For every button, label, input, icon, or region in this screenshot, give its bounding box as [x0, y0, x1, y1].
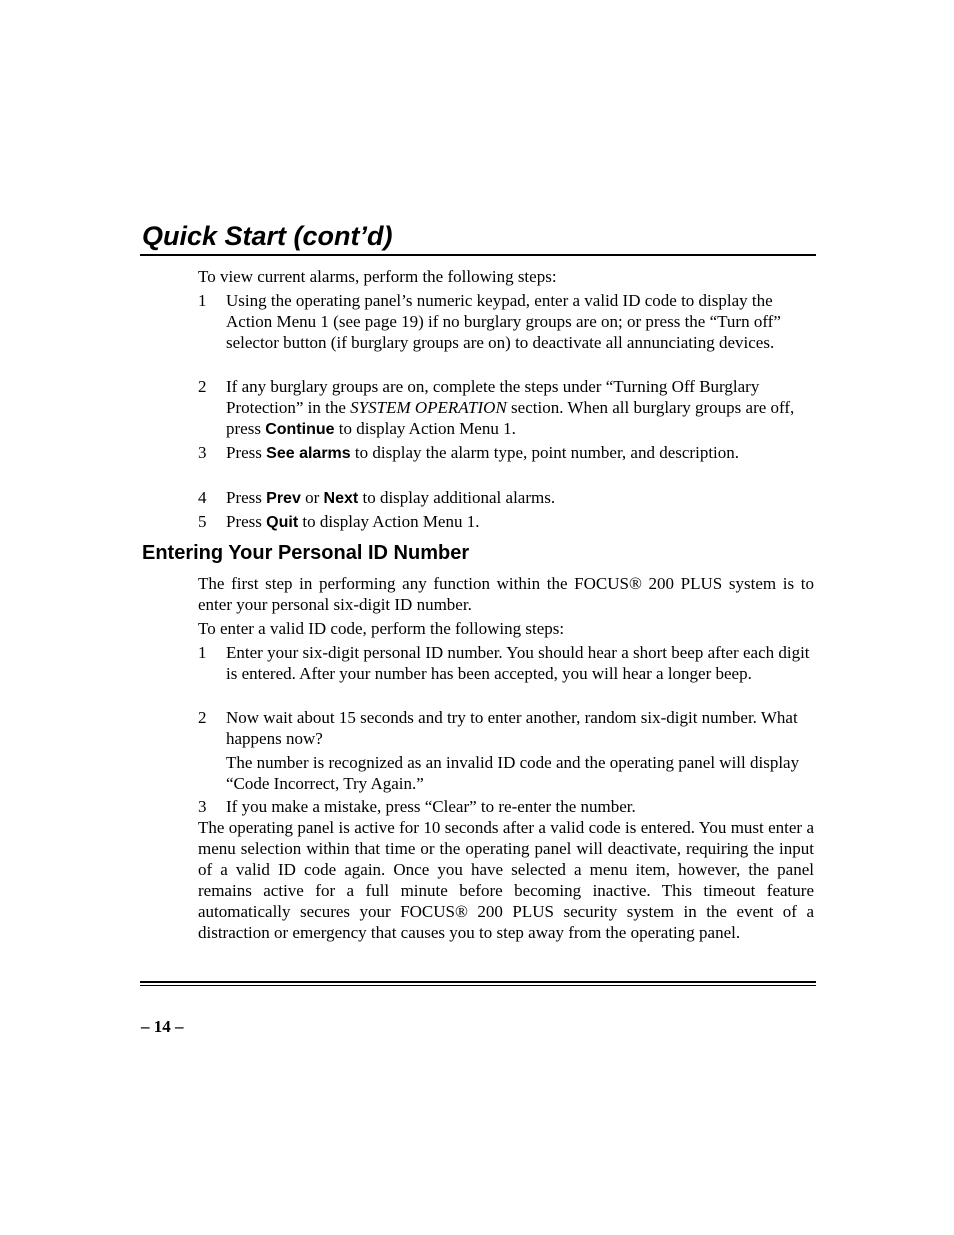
step-number: 1 — [198, 291, 207, 310]
footer-rule — [140, 985, 816, 986]
step-text-before: Press — [226, 488, 267, 507]
step-followup-text: The number is recognized as an invalid ID code and the operating panel will display “Code Incorrect, Try Again.” — [226, 753, 800, 793]
key-label: See alarms — [266, 445, 351, 462]
step-text-after: to display the alarm type, point number, and description. — [350, 443, 740, 462]
key-label: Next — [323, 490, 359, 507]
step-text-before: Press — [226, 443, 267, 462]
footer-rule — [140, 981, 816, 983]
id-step-3 — [198, 796, 814, 817]
id-intro-paragraph: The first step in performing any function within the FOCUS® 200 PLUS system is to enter your personal six-digit ID number. — [198, 574, 814, 614]
closing-paragraph: The operating panel is active for 10 seconds after a valid code is entered. You must enter a menu selection within that time or the operating panel will deactivate, requiring the input of a valid ID code again. Once you have selected a menu item, however, the panel remains active for a full minute before becoming inactive. This timeout feature automatically secures your FOCUS® 200 PLUS security system in the event of a distraction or emergency that causes you to step away from the operating panel. — [198, 818, 814, 942]
key-label: Continue — [265, 421, 335, 438]
page-title: Quick Start (cont’d) — [142, 221, 393, 251]
step-number: 1 — [198, 643, 207, 662]
alarms-intro: To view current alarms, perform the following steps: — [198, 267, 557, 286]
step-text-middle: section. When all burglary groups are off, press — [226, 398, 795, 438]
step-number: 2 — [198, 377, 207, 396]
id-step-1 — [198, 642, 814, 684]
alarm-step-1 — [198, 290, 814, 353]
step-text-middle: or — [300, 488, 324, 507]
alarm-step-4 — [198, 487, 814, 509]
section-heading: Entering Your Personal ID Number — [142, 542, 470, 564]
step-text-before: Press — [226, 512, 267, 531]
id-steps-intro: To enter a valid ID code, perform the following steps: — [198, 619, 565, 638]
key-label: Prev — [266, 490, 301, 507]
alarm-step-3 — [198, 442, 814, 464]
step-text — [226, 376, 814, 440]
step-text: Enter your six-digit personal ID number. You should hear a short beep after each digit is entered. After your number has been accepted, you will hear a longer beep. — [226, 643, 810, 683]
step-text — [226, 442, 814, 464]
id-step-2 — [198, 707, 814, 749]
step-number: 4 — [198, 488, 207, 507]
step-text: Using the operating panel’s numeric keypad, enter a valid ID code to display the Action Menu 1 (see page 19) if no burglary groups are on; or press the “Turn off” selector button (if burglary groups are on) to deactivate all annunciating devices. — [226, 291, 781, 352]
step-number: 3 — [198, 797, 207, 816]
step-text: If you make a mistake, press “Clear” to re-enter the number. — [226, 797, 636, 816]
step-number: 5 — [198, 512, 207, 531]
step-text — [226, 487, 814, 509]
step-text — [226, 511, 814, 533]
step-text-after: to display additional alarms. — [358, 488, 556, 507]
step-number: 2 — [198, 708, 207, 727]
step-number: 3 — [198, 443, 207, 462]
step-text: Now wait about 15 seconds and try to enter another, random six-digit number. What happens now? — [226, 708, 798, 748]
step-text-before: If any burglary groups are on, complete the steps under “Turning Off Burglary Protection” in the — [226, 377, 760, 417]
alarm-step-5 — [198, 511, 814, 533]
step-text-after: to display Action Menu 1. — [298, 512, 480, 531]
alarm-step-2 — [198, 376, 814, 440]
emphasis-text: SYSTEM OPERATION — [350, 398, 507, 417]
page-number: – 14 – — [141, 1017, 184, 1036]
step-text-after: to display Action Menu 1. — [334, 419, 516, 438]
title-rule — [140, 254, 816, 256]
key-label: Quit — [266, 514, 299, 531]
id-step-2-result — [198, 752, 814, 794]
